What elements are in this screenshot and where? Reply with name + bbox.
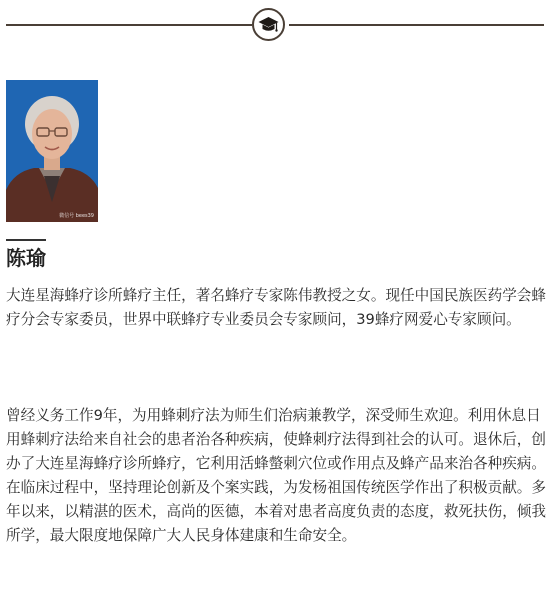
photo-watermark: 微信号 bees39 (59, 213, 94, 219)
portrait-photo (6, 80, 98, 222)
bio-paragraph-1: 大连星海蜂疗诊所蜂疗主任，著名蜂疗专家陈伟教授之女。现任中国民族医药学会蜂疗分会专家委员，世界中联蜂疗专业委员会专家顾问，39蜂疗网爱心专家顾问。 (6, 287, 546, 328)
bio-paragraph-2: 曾经义务工作9年，为用蜂刺疗法为师生们治病兼教学，深受师生欢迎。利用休息日用蜂刺疗法给来自社会的患者治各种疾病，使蜂刺疗法得到社会的认可。退休后，创办了大连星海蜂疗诊所蜂疗，它利用活蜂螫刺穴位或作用点及蜂产品来治各种疾病。在临床过程中，坚持理论创新及个案实践，为发杨祖国传统医学作出了积极贡献。多年以来，以精湛的医术，高尚的医德，本着对患者高度负责的态度，救死扶伤，倾我所学，最大限度地保障广大人民身体建康和生命安全。 (6, 407, 546, 544)
header-badge (252, 8, 285, 41)
profile-name: 陈瑜 (6, 246, 46, 270)
header-divider-left (6, 24, 252, 26)
name-underline (6, 239, 46, 241)
header-divider-right (289, 24, 544, 26)
